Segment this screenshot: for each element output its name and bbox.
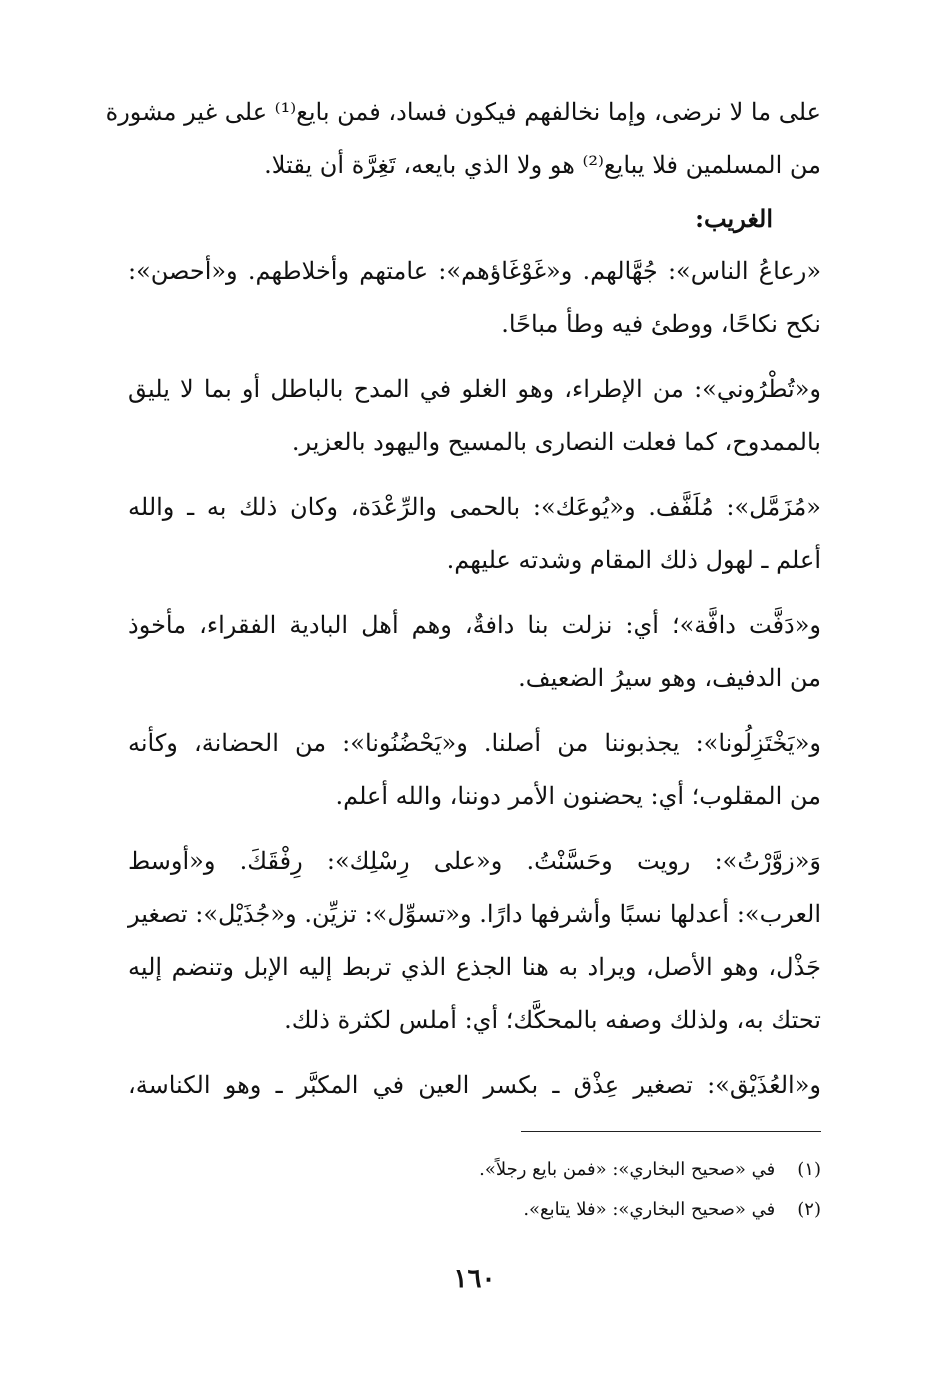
text-line: وَ«زوَّرْتُ»: رويت وحَسَّنْتُ. و«على رِسْلِك»: رِفْقَكَ. و«أوسط (128, 847, 821, 875)
text-line: أعلم ـ لهول ذلك المقام وشدته عليهم. (446, 546, 821, 574)
footnote-divider (521, 1131, 821, 1132)
footnote-text: في «صحيح البخاري»: «فمن بايع رجلاً». (479, 1159, 776, 1180)
footnote-number: (١) (797, 1159, 821, 1180)
page-number: ١٦٠ (453, 1264, 496, 1294)
text-line: نكح نكاحًا، ووطئ فيه وطأ مباحًا. (501, 310, 821, 338)
text-line: من الدفيف، وهو سيرُ الضعيف. (518, 664, 821, 692)
text-line: «مُزَمَّل»: مُلَفَّف. و«يُوعَك»: بالحمى والرِّعْدَة، وكان ذلك به ـ والله (128, 493, 821, 521)
text-line: و«العُذَيْق»: تصغير عِذْق ـ بكسر العين في المكبَّر ـ وهو الكناسة، (128, 1071, 821, 1099)
section-heading: الغريب: (695, 204, 773, 233)
text-line: «رعاعُ الناس»: جُهَّالهم. و«غَوْغَاؤهم»: عامتهم وأخلاطهم. و«أحصن»: (128, 257, 821, 285)
main-text-block (105, 86, 821, 1112)
text-line: العرب»: أعدلها نسبًا وأشرفها دارًا. و«تسوِّل»: تزيِّن. و«جُذَيْل»: تصغير (128, 900, 821, 928)
text-line: و«دَفَّت دافَّة»؛ أي: نزلت بنا دافةٌ، وهم أهل البادية الفقراء، مأخوذ (128, 611, 821, 639)
text-line: تحتك به، ولذلك وصفه بالمحكَّك؛ أي: أملس لكثرة ذلك. (284, 1006, 821, 1034)
text-line: من المسلمين فلا يبايع⁽²⁾ هو ولا الذي بايعه، تَغِرَّة أن يقتلا. (264, 151, 821, 179)
text-line: و«تُطْرُوني»: من الإطراء، وهو الغلو في المدح بالباطل أو بما لا يليق (128, 375, 821, 403)
text-line: جَذْل، وهو الأصل، ويراد به هنا الجذع الذي تربط إليه الإبل وتنضم إليه (128, 953, 821, 981)
text-line: و«يَخْتَزِلُونا»: يجذبوننا من أصلنا. و«يَحْضُنُونا»: من الحضانة، وكأنه (128, 729, 821, 757)
footnotes-block (128, 1150, 821, 1230)
footnote-item (128, 1150, 821, 1190)
text-line: من المقلوب؛ أي: يحضنون الأمر دوننا، والله أعلم. (335, 782, 821, 810)
text-line: بالممدوح، كما فعلت النصارى بالمسيح واليهود بالعزير. (291, 428, 821, 456)
footnote-item (128, 1190, 821, 1230)
text-line: على ما لا نرضى، وإما نخالفهم فيكون فساد، فمن بايع⁽¹⁾ على غير مشورة (105, 98, 821, 126)
footnote-text: في «صحيح البخاري»: «فلا يتابع». (523, 1199, 776, 1220)
footnote-number: (٢) (797, 1199, 821, 1220)
